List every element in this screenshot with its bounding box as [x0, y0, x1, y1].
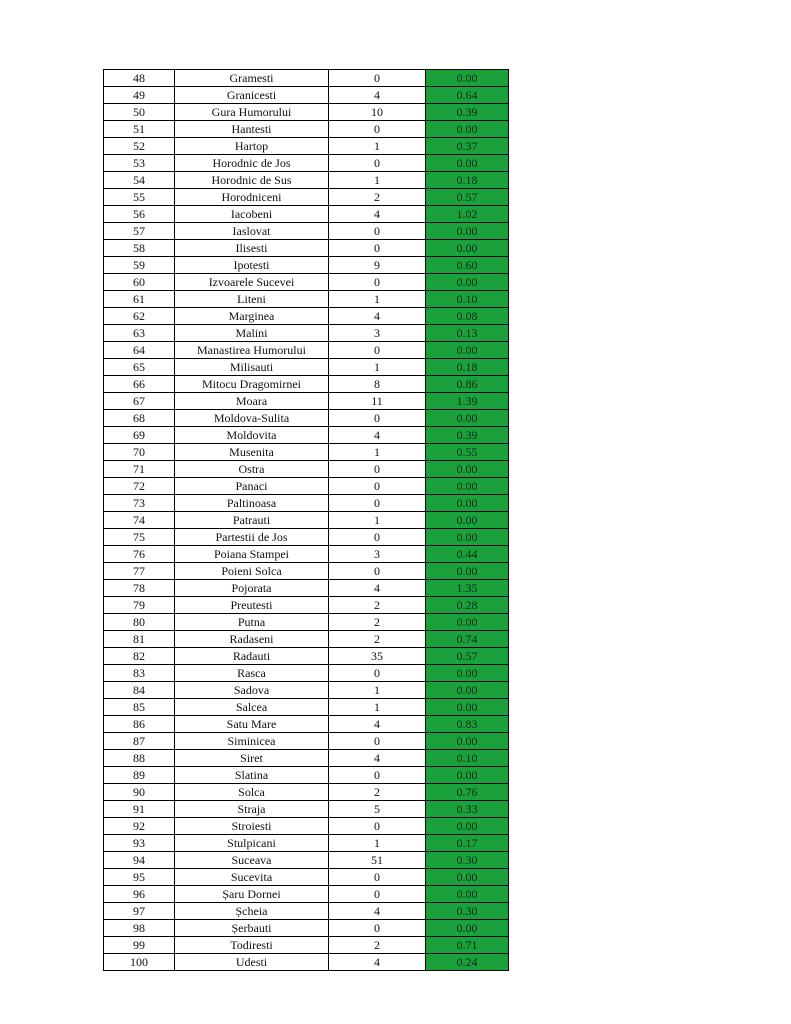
locality-name-cell: Stroiesti [175, 818, 329, 835]
locality-name-cell: Siret [175, 750, 329, 767]
count-cell: 2 [329, 784, 426, 801]
rate-cell: 0.74 [426, 631, 509, 648]
rate-cell: 0.10 [426, 291, 509, 308]
locality-name-cell: Granicesti [175, 87, 329, 104]
count-cell: 4 [329, 903, 426, 920]
count-cell: 1 [329, 359, 426, 376]
table-row [104, 70, 509, 87]
locality-name-cell: Ilisesti [175, 240, 329, 257]
row-index-cell: 62 [104, 308, 175, 325]
count-cell: 0 [329, 563, 426, 580]
count-cell: 4 [329, 580, 426, 597]
locality-name-cell: Siminicea [175, 733, 329, 750]
table-row [104, 240, 509, 257]
count-cell: 0 [329, 240, 426, 257]
row-index-cell: 76 [104, 546, 175, 563]
rate-cell: 0.00 [426, 461, 509, 478]
rate-cell: 0.00 [426, 920, 509, 937]
locality-name-cell: Moldovita [175, 427, 329, 444]
locality-name-cell: Rasca [175, 665, 329, 682]
rate-cell: 0.00 [426, 240, 509, 257]
table-row [104, 223, 509, 240]
rate-cell: 0.08 [426, 308, 509, 325]
rate-cell: 0.10 [426, 750, 509, 767]
locality-name-cell: Suceava [175, 852, 329, 869]
table-row [104, 444, 509, 461]
count-cell: 0 [329, 920, 426, 937]
table-row [104, 121, 509, 138]
table-row [104, 716, 509, 733]
rate-cell: 0.86 [426, 376, 509, 393]
rate-cell: 0.00 [426, 155, 509, 172]
count-cell: 1 [329, 291, 426, 308]
rate-cell: 0.60 [426, 257, 509, 274]
locality-name-cell: Mitocu Dragomirnei [175, 376, 329, 393]
rate-cell: 0.37 [426, 138, 509, 155]
table-body [104, 70, 509, 971]
table-row [104, 699, 509, 716]
count-cell: 2 [329, 631, 426, 648]
count-cell: 8 [329, 376, 426, 393]
count-cell: 3 [329, 325, 426, 342]
locality-name-cell: Poieni Solca [175, 563, 329, 580]
rate-cell: 0.00 [426, 274, 509, 291]
count-cell: 51 [329, 852, 426, 869]
table-row [104, 546, 509, 563]
locality-name-cell: Paltinoasa [175, 495, 329, 512]
table-row [104, 920, 509, 937]
row-index-cell: 80 [104, 614, 175, 631]
row-index-cell: 94 [104, 852, 175, 869]
row-index-cell: 78 [104, 580, 175, 597]
table-row [104, 614, 509, 631]
locality-name-cell: Gramesti [175, 70, 329, 87]
count-cell: 0 [329, 223, 426, 240]
locality-name-cell: Poiana Stampei [175, 546, 329, 563]
table-row [104, 648, 509, 665]
row-index-cell: 56 [104, 206, 175, 223]
rate-cell: 1.39 [426, 393, 509, 410]
rate-cell: 0.00 [426, 478, 509, 495]
row-index-cell: 92 [104, 818, 175, 835]
count-cell: 0 [329, 529, 426, 546]
count-cell: 5 [329, 801, 426, 818]
rate-cell: 0.28 [426, 597, 509, 614]
row-index-cell: 79 [104, 597, 175, 614]
locality-name-cell: Iaslovat [175, 223, 329, 240]
rate-cell: 0.76 [426, 784, 509, 801]
row-index-cell: 72 [104, 478, 175, 495]
count-cell: 2 [329, 614, 426, 631]
count-cell: 2 [329, 597, 426, 614]
row-index-cell: 71 [104, 461, 175, 478]
table-row [104, 529, 509, 546]
locality-name-cell: Horodnic de Sus [175, 172, 329, 189]
locality-name-cell: Partestii de Jos [175, 529, 329, 546]
locality-name-cell: Udesti [175, 954, 329, 971]
table-row [104, 325, 509, 342]
count-cell: 1 [329, 512, 426, 529]
row-index-cell: 60 [104, 274, 175, 291]
row-index-cell: 70 [104, 444, 175, 461]
count-cell: 4 [329, 750, 426, 767]
row-index-cell: 53 [104, 155, 175, 172]
locality-name-cell: Milisauti [175, 359, 329, 376]
rate-cell: 0.24 [426, 954, 509, 971]
table-row [104, 189, 509, 206]
row-index-cell: 96 [104, 886, 175, 903]
rate-cell: 0.83 [426, 716, 509, 733]
locality-name-cell: Moldova-Sulita [175, 410, 329, 427]
locality-name-cell: Ipotesti [175, 257, 329, 274]
rate-cell: 0.00 [426, 767, 509, 784]
table-row [104, 784, 509, 801]
table-row [104, 155, 509, 172]
table-row [104, 461, 509, 478]
table-row [104, 937, 509, 954]
locality-name-cell: Șaru Dornei [175, 886, 329, 903]
count-cell: 4 [329, 716, 426, 733]
table-row [104, 835, 509, 852]
row-index-cell: 91 [104, 801, 175, 818]
rate-cell: 0.57 [426, 648, 509, 665]
row-index-cell: 69 [104, 427, 175, 444]
row-index-cell: 61 [104, 291, 175, 308]
row-index-cell: 99 [104, 937, 175, 954]
table-row [104, 512, 509, 529]
locality-name-cell: Malini [175, 325, 329, 342]
table-row [104, 852, 509, 869]
count-cell: 0 [329, 869, 426, 886]
table-row [104, 478, 509, 495]
rate-cell: 0.00 [426, 121, 509, 138]
row-index-cell: 66 [104, 376, 175, 393]
count-cell: 0 [329, 70, 426, 87]
count-cell: 9 [329, 257, 426, 274]
locality-name-cell: Horodniceni [175, 189, 329, 206]
locality-name-cell: Slatina [175, 767, 329, 784]
count-cell: 0 [329, 767, 426, 784]
locality-name-cell: Stulpicani [175, 835, 329, 852]
rate-cell: 0.00 [426, 70, 509, 87]
count-cell: 1 [329, 835, 426, 852]
row-index-cell: 82 [104, 648, 175, 665]
locality-name-cell: Solca [175, 784, 329, 801]
table-row [104, 869, 509, 886]
row-index-cell: 51 [104, 121, 175, 138]
row-index-cell: 64 [104, 342, 175, 359]
locality-name-cell: Sucevita [175, 869, 329, 886]
count-cell: 4 [329, 87, 426, 104]
row-index-cell: 85 [104, 699, 175, 716]
row-index-cell: 83 [104, 665, 175, 682]
locality-name-cell: Preutesti [175, 597, 329, 614]
table-row [104, 886, 509, 903]
table-row [104, 172, 509, 189]
count-cell: 1 [329, 444, 426, 461]
locality-name-cell: Șerbauti [175, 920, 329, 937]
row-index-cell: 84 [104, 682, 175, 699]
row-index-cell: 52 [104, 138, 175, 155]
count-cell: 2 [329, 937, 426, 954]
count-cell: 3 [329, 546, 426, 563]
table-row [104, 733, 509, 750]
row-index-cell: 93 [104, 835, 175, 852]
table-row [104, 954, 509, 971]
count-cell: 0 [329, 121, 426, 138]
rate-cell: 0.30 [426, 852, 509, 869]
table-row [104, 563, 509, 580]
count-cell: 35 [329, 648, 426, 665]
count-cell: 4 [329, 308, 426, 325]
row-index-cell: 86 [104, 716, 175, 733]
rate-cell: 0.00 [426, 869, 509, 886]
table-row [104, 682, 509, 699]
row-index-cell: 59 [104, 257, 175, 274]
count-cell: 0 [329, 733, 426, 750]
table-row [104, 104, 509, 121]
row-index-cell: 50 [104, 104, 175, 121]
row-index-cell: 65 [104, 359, 175, 376]
table-row [104, 597, 509, 614]
count-cell: 11 [329, 393, 426, 410]
count-cell: 0 [329, 155, 426, 172]
rate-cell: 0.33 [426, 801, 509, 818]
row-index-cell: 98 [104, 920, 175, 937]
locality-name-cell: Iacobeni [175, 206, 329, 223]
table-row [104, 138, 509, 155]
table-row [104, 665, 509, 682]
rate-cell: 1.02 [426, 206, 509, 223]
locality-name-cell: Radaseni [175, 631, 329, 648]
table-row [104, 903, 509, 920]
rate-cell: 0.18 [426, 359, 509, 376]
count-cell: 1 [329, 699, 426, 716]
count-cell: 4 [329, 206, 426, 223]
locality-name-cell: Manastirea Humorului [175, 342, 329, 359]
rate-cell: 0.55 [426, 444, 509, 461]
row-index-cell: 58 [104, 240, 175, 257]
row-index-cell: 74 [104, 512, 175, 529]
rate-cell: 0.17 [426, 835, 509, 852]
row-index-cell: 55 [104, 189, 175, 206]
rate-cell: 0.39 [426, 427, 509, 444]
locality-name-cell: Hantesti [175, 121, 329, 138]
rate-cell: 0.64 [426, 87, 509, 104]
table-row [104, 87, 509, 104]
table-row [104, 393, 509, 410]
count-cell: 4 [329, 954, 426, 971]
count-cell: 4 [329, 427, 426, 444]
row-index-cell: 68 [104, 410, 175, 427]
table-row [104, 410, 509, 427]
table-row [104, 580, 509, 597]
rate-cell: 0.00 [426, 886, 509, 903]
rate-cell: 0.00 [426, 614, 509, 631]
table-row [104, 342, 509, 359]
table-row [104, 291, 509, 308]
table-row [104, 274, 509, 291]
locality-name-cell: Panaci [175, 478, 329, 495]
table-row [104, 495, 509, 512]
table-row [104, 257, 509, 274]
row-index-cell: 100 [104, 954, 175, 971]
locality-name-cell: Gura Humorului [175, 104, 329, 121]
count-cell: 1 [329, 172, 426, 189]
rate-cell: 0.39 [426, 104, 509, 121]
table-row [104, 376, 509, 393]
count-cell: 0 [329, 342, 426, 359]
count-cell: 0 [329, 410, 426, 427]
count-cell: 1 [329, 138, 426, 155]
locality-name-cell: Șcheia [175, 903, 329, 920]
rate-cell: 0.18 [426, 172, 509, 189]
rate-cell: 0.00 [426, 818, 509, 835]
count-cell: 0 [329, 665, 426, 682]
count-cell: 0 [329, 818, 426, 835]
locality-name-cell: Salcea [175, 699, 329, 716]
table-row [104, 206, 509, 223]
locality-name-cell: Marginea [175, 308, 329, 325]
row-index-cell: 90 [104, 784, 175, 801]
rate-cell: 0.00 [426, 410, 509, 427]
table-row [104, 427, 509, 444]
locality-name-cell: Izvoarele Sucevei [175, 274, 329, 291]
row-index-cell: 77 [104, 563, 175, 580]
count-cell: 0 [329, 886, 426, 903]
count-cell: 0 [329, 495, 426, 512]
row-index-cell: 57 [104, 223, 175, 240]
rate-cell: 0.00 [426, 699, 509, 716]
locality-name-cell: Moara [175, 393, 329, 410]
rate-cell: 0.00 [426, 223, 509, 240]
table-row [104, 750, 509, 767]
locality-name-cell: Straja [175, 801, 329, 818]
row-index-cell: 97 [104, 903, 175, 920]
row-index-cell: 73 [104, 495, 175, 512]
row-index-cell: 81 [104, 631, 175, 648]
data-table [103, 69, 509, 971]
locality-name-cell: Liteni [175, 291, 329, 308]
count-cell: 0 [329, 274, 426, 291]
count-cell: 10 [329, 104, 426, 121]
table-row [104, 359, 509, 376]
rate-cell: 0.00 [426, 529, 509, 546]
rate-cell: 0.00 [426, 563, 509, 580]
locality-name-cell: Todiresti [175, 937, 329, 954]
row-index-cell: 95 [104, 869, 175, 886]
table-row [104, 631, 509, 648]
count-cell: 0 [329, 461, 426, 478]
rate-cell: 0.00 [426, 342, 509, 359]
rate-cell: 0.13 [426, 325, 509, 342]
table-row [104, 801, 509, 818]
locality-name-cell: Hartop [175, 138, 329, 155]
locality-name-cell: Putna [175, 614, 329, 631]
row-index-cell: 48 [104, 70, 175, 87]
rate-cell: 0.00 [426, 512, 509, 529]
locality-name-cell: Pojorata [175, 580, 329, 597]
table-row [104, 818, 509, 835]
table-row [104, 767, 509, 784]
row-index-cell: 87 [104, 733, 175, 750]
count-cell: 1 [329, 682, 426, 699]
locality-name-cell: Patrauti [175, 512, 329, 529]
rate-cell: 0.00 [426, 733, 509, 750]
locality-name-cell: Musenita [175, 444, 329, 461]
row-index-cell: 54 [104, 172, 175, 189]
rate-cell: 0.71 [426, 937, 509, 954]
row-index-cell: 49 [104, 87, 175, 104]
rate-cell: 0.30 [426, 903, 509, 920]
locality-name-cell: Horodnic de Jos [175, 155, 329, 172]
row-index-cell: 67 [104, 393, 175, 410]
rate-cell: 0.00 [426, 682, 509, 699]
count-cell: 2 [329, 189, 426, 206]
locality-name-cell: Ostra [175, 461, 329, 478]
locality-name-cell: Satu Mare [175, 716, 329, 733]
rate-cell: 0.00 [426, 495, 509, 512]
row-index-cell: 89 [104, 767, 175, 784]
table-row [104, 308, 509, 325]
row-index-cell: 88 [104, 750, 175, 767]
row-index-cell: 63 [104, 325, 175, 342]
row-index-cell: 75 [104, 529, 175, 546]
rate-cell: 1.35 [426, 580, 509, 597]
locality-name-cell: Sadova [175, 682, 329, 699]
rate-cell: 0.00 [426, 665, 509, 682]
rate-cell: 0.44 [426, 546, 509, 563]
rate-cell: 0.57 [426, 189, 509, 206]
count-cell: 0 [329, 478, 426, 495]
locality-name-cell: Radauti [175, 648, 329, 665]
